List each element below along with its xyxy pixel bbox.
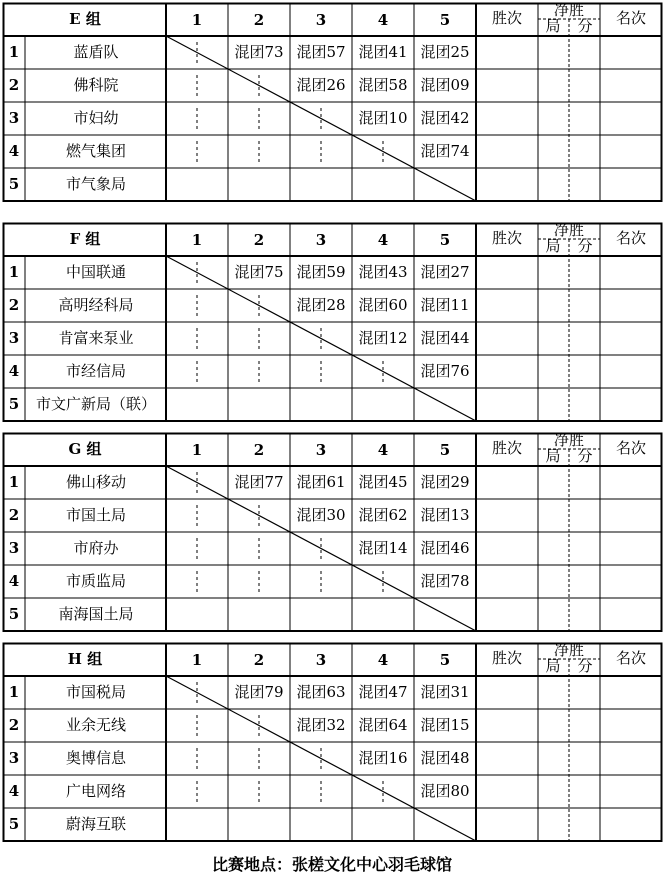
round-header: 4 [377,231,389,249]
group-title: G 组 [68,440,102,458]
games-header: 局 [545,657,561,675]
group-table [3,223,662,423]
match-cell: 混团75 [234,263,284,281]
match-cell: 混团12 [358,329,408,347]
team-name: 广电网络 [65,782,127,800]
rank-header: 名次 [615,649,647,667]
row-index: 1 [8,473,20,491]
net-wins-header: 净胜 [553,1,585,19]
row-index: 2 [8,716,20,734]
points-header: 分 [577,237,593,255]
round-header: 5 [439,231,451,249]
net-wins-header: 净胜 [553,641,585,659]
match-cell: 混团09 [420,76,470,94]
team-name: 高明经科局 [58,296,134,314]
team-name: 蓝盾队 [73,43,119,61]
grid-lines [3,3,662,203]
grid-lines [3,643,662,843]
match-cell: 混团58 [358,76,408,94]
row-index: 1 [8,263,20,281]
match-cell: 混团41 [358,43,408,61]
team-name: 市文广新局（联） [35,395,157,413]
round-header: 3 [315,651,327,669]
round-header: 4 [377,11,389,29]
row-index: 4 [8,782,20,800]
row-index: 4 [8,142,20,160]
round-header: 3 [315,11,327,29]
match-cell: 混团78 [420,572,470,590]
match-cell: 混团32 [296,716,346,734]
round-header: 2 [253,651,265,669]
match-cell: 混团10 [358,109,408,127]
round-header: 5 [439,11,451,29]
match-cell: 混团27 [420,263,470,281]
round-header: 2 [253,11,265,29]
match-cell: 混团13 [420,506,470,524]
group-title: H 组 [67,650,103,668]
match-cell: 混团26 [296,76,346,94]
team-name: 中国联通 [65,263,127,281]
round-header: 4 [377,651,389,669]
wins-header: 胜次 [491,229,523,247]
match-cell: 混团63 [296,683,346,701]
round-header: 5 [439,441,451,459]
row-index: 4 [8,362,20,380]
games-header: 局 [545,237,561,255]
wins-header: 胜次 [491,9,523,27]
match-cell: 混团61 [296,473,346,491]
row-index: 5 [8,815,20,833]
team-name: 业余无线 [65,716,127,734]
row-index: 1 [8,683,20,701]
grid-lines [3,223,662,423]
match-cell: 混团60 [358,296,408,314]
row-index: 2 [8,76,20,94]
wins-header: 胜次 [491,649,523,667]
row-index: 5 [8,605,20,623]
group-table [3,433,662,633]
row-index: 2 [8,506,20,524]
team-name: 市妇幼 [73,109,119,127]
round-header: 2 [253,231,265,249]
team-name: 佛山移动 [65,473,127,491]
match-cell: 混团46 [420,539,470,557]
round-header: 1 [191,651,203,669]
group-table [3,3,662,203]
match-cell: 混团42 [420,109,470,127]
match-cell: 混团14 [358,539,408,557]
row-index: 2 [8,296,20,314]
rank-header: 名次 [615,9,647,27]
match-cell: 混团47 [358,683,408,701]
row-index: 4 [8,572,20,590]
match-cell: 混团43 [358,263,408,281]
rank-header: 名次 [615,229,647,247]
match-cell: 混团48 [420,749,470,767]
match-cell: 混团16 [358,749,408,767]
rank-header: 名次 [615,439,647,457]
match-cell: 混团77 [234,473,284,491]
team-name: 佛科院 [73,76,119,94]
row-index: 5 [8,175,20,193]
group-title: E 组 [69,10,101,28]
match-cell: 混团57 [296,43,346,61]
team-name: 燃气集团 [65,142,127,160]
row-index: 3 [8,109,20,127]
games-header: 局 [545,447,561,465]
team-name: 市气象局 [65,175,127,193]
round-header: 5 [439,651,451,669]
round-header: 4 [377,441,389,459]
row-index: 3 [8,539,20,557]
points-header: 分 [577,447,593,465]
round-header: 1 [191,11,203,29]
match-cell: 混团29 [420,473,470,491]
match-cell: 混团59 [296,263,346,281]
team-name: 市经信局 [65,362,127,380]
match-cell: 混团80 [420,782,470,800]
round-header: 1 [191,231,203,249]
match-cell: 混团15 [420,716,470,734]
match-cell: 混团79 [234,683,284,701]
round-header: 3 [315,231,327,249]
net-wins-header: 净胜 [553,221,585,239]
row-index: 3 [8,749,20,767]
round-header: 2 [253,441,265,459]
match-cell: 混团74 [420,142,470,160]
match-cell: 混团28 [296,296,346,314]
team-name: 肯富来泵业 [58,329,134,347]
net-wins-header: 净胜 [553,431,585,449]
games-header: 局 [545,17,561,35]
team-name: 蔚海互联 [65,815,127,833]
match-cell: 混团30 [296,506,346,524]
points-header: 分 [577,17,593,35]
match-cell: 混团62 [358,506,408,524]
wins-header: 胜次 [491,439,523,457]
team-name: 市国土局 [65,506,127,524]
match-cell: 混团44 [420,329,470,347]
group-table [3,643,662,843]
row-index: 1 [8,43,20,61]
points-header: 分 [577,657,593,675]
team-name: 市国税局 [65,683,127,701]
match-cell: 混团31 [420,683,470,701]
round-header: 1 [191,441,203,459]
match-cell: 混团73 [234,43,284,61]
match-cell: 混团45 [358,473,408,491]
team-name: 南海国土局 [58,605,134,623]
row-index: 5 [8,395,20,413]
round-header: 3 [315,441,327,459]
team-name: 市质监局 [65,572,127,590]
match-cell: 混团76 [420,362,470,380]
match-cell: 混团64 [358,716,408,734]
team-name: 市府办 [73,539,119,557]
row-index: 3 [8,329,20,347]
team-name: 奥博信息 [65,749,127,767]
match-cell: 混团11 [420,296,470,314]
match-cell: 混团25 [420,43,470,61]
grid-lines [3,433,662,633]
venue-footer: 比赛地点：张槎文化中心羽毛球馆 [211,855,452,874]
group-title: F 组 [69,230,101,248]
